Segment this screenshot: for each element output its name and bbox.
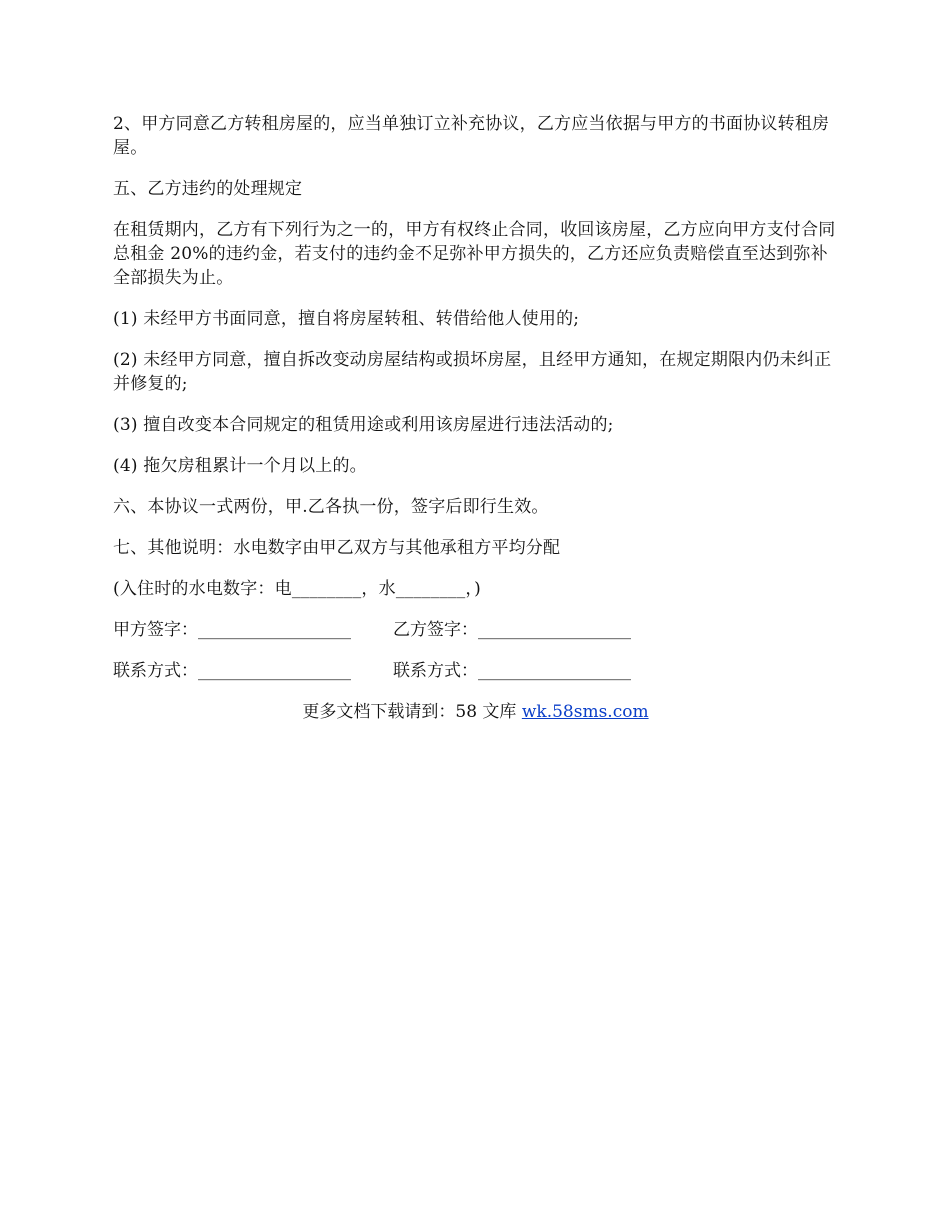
section-six-paragraph: 六、本协议一式两份，甲.乙各执一份，签字后即行生效。 [113, 497, 549, 517]
document-page [113, 112, 838, 724]
party-b-signature-field: 乙方签字：__________________ [393, 620, 631, 640]
section-seven-paragraph: 七、其他说明：水电数字由甲乙双方与其他承租方平均分配 [113, 538, 561, 558]
clause-sublease-paragraph: 2、甲方同意乙方转租房屋的，应当单独订立补充协议，乙方应当依据与甲方的书面协议转租房屋。 [113, 114, 830, 158]
party-a-contact-field: 联系方式：__________________ [113, 661, 351, 681]
footer-download-note [113, 700, 838, 724]
footer-site-link[interactable]: wk.58sms.com [521, 702, 649, 722]
breach-item-2: (2) 未经甲方同意，擅自拆改变动房屋结构或损坏房屋，且经甲方通知，在规定期限内仍未纠正并修复的; [113, 350, 832, 394]
breach-item-1: (1) 未经甲方书面同意，擅自将房屋转租、转借给他人使用的; [113, 309, 580, 329]
section-five-heading: 五、乙方违约的处理规定 [113, 179, 303, 199]
party-b-contact-field: 联系方式：__________________ [393, 661, 631, 681]
breach-paragraph: 在租赁期内，乙方有下列行为之一的，甲方有权终止合同，收回该房屋，乙方应向甲方支付合同总租金 20%的违约金，若支付的违约金不足弥补甲方损失的，乙方还应负责赔偿直至达到弥补全部损失为止。 [113, 220, 836, 288]
breach-item-4: (4) 拖欠房租累计一个月以上的。 [113, 456, 367, 476]
utility-readings-paragraph: (入住时的水电数字：电________，水________，) [113, 579, 481, 599]
footer-prefix-text: 更多文档下载请到：58 文库 [302, 702, 522, 722]
breach-item-3: (3) 擅自改变本合同规定的租赁用途或利用该房屋进行违法活动的; [113, 415, 614, 435]
contact-row [113, 659, 838, 683]
signature-row [113, 618, 838, 642]
party-a-signature-field: 甲方签字：__________________ [113, 620, 351, 640]
